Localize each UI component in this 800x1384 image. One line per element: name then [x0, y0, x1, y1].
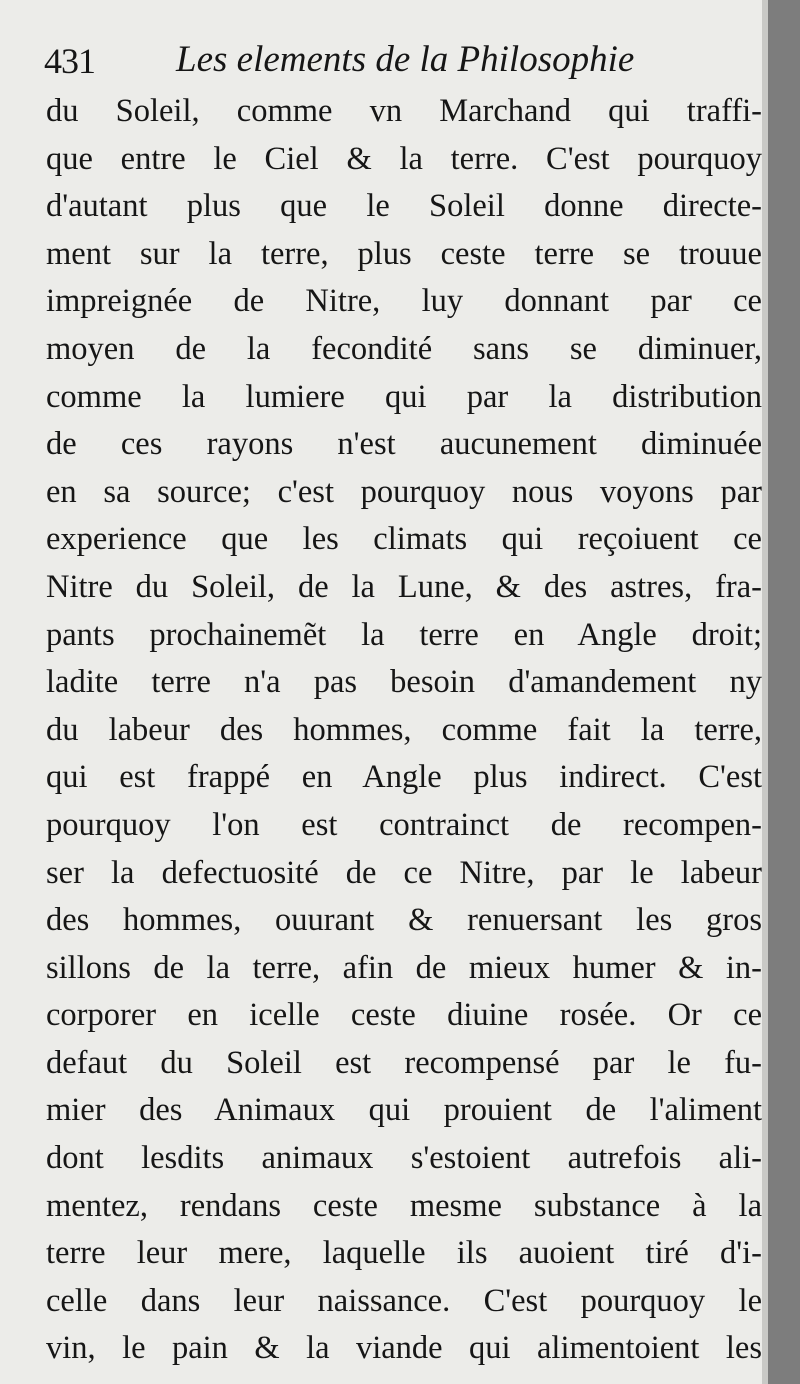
text-line: ser la defectuosité de ce Nitre, par le labeur	[46, 854, 762, 891]
text-line: ladite terre n'a pas besoin d'amandement ny	[46, 664, 762, 701]
text-line: comme la lumiere qui par la distribution	[46, 378, 762, 415]
text-line: pants prochainemẽt la terre en Angle droit;	[46, 616, 762, 653]
text-line: en sa source; c'est pourquoy nous voyons par	[46, 473, 762, 510]
text-line: que entre le Ciel & la terre. C'est pourquoy	[46, 140, 762, 177]
text-line: ment sur la terre, plus ceste terre se trouue	[46, 235, 762, 272]
text-line: d'autant plus que le Soleil donne directe-	[46, 188, 762, 225]
text-line: Nitre du Soleil, de la Lune, & des astres, fra-	[46, 568, 762, 605]
text-line: pourquoy l'on est contrainct de recompen-	[46, 806, 762, 843]
running-head: Les elements de la Philosophie	[176, 39, 635, 80]
text-line: celle dans leur naissance. C'est pourquoy le	[46, 1282, 762, 1319]
text-line: qui est frappé en Angle plus indirect. C'est	[46, 759, 762, 796]
text-line: mier des Animaux qui prouient de l'aliment	[46, 1092, 762, 1129]
text-line: du labeur des hommes, comme fait la terre,	[46, 711, 762, 748]
text-line: defaut du Soleil est recompensé par le fu-	[46, 1044, 762, 1081]
text-line: de ces rayons n'est aucunement diminuée	[46, 426, 762, 463]
text-line: corporer en icelle ceste diuine rosée. Or ce	[46, 997, 762, 1034]
text-line: sillons de la terre, afin de mieux humer & in-	[46, 949, 762, 986]
text-line: mentez, rendans ceste mesme substance à la	[46, 1187, 762, 1224]
text-line: moyen de la fecondité sans se diminuer,	[46, 330, 762, 367]
text-line: du Soleil, comme vn Marchand qui traffi-	[46, 93, 762, 129]
text-line: des hommes, ouurant & renuersant les gros	[46, 902, 762, 939]
text-line: impreignée de Nitre, luy donnant par ce	[46, 283, 762, 320]
body-text	[46, 88, 762, 1373]
text-line: vin, le pain & la viande qui alimentoient les	[46, 1330, 762, 1367]
page-header	[44, 36, 724, 90]
text-line: experience que les climats qui reçoiuent ce	[46, 521, 762, 558]
text-line: dont lesdits animaux s'estoient autrefois ali-	[46, 1140, 762, 1177]
page-number: 431	[44, 41, 95, 81]
text-line: terre leur mere, laquelle ils auoient tiré d'i-	[46, 1235, 762, 1272]
binding-gutter	[768, 0, 800, 1384]
